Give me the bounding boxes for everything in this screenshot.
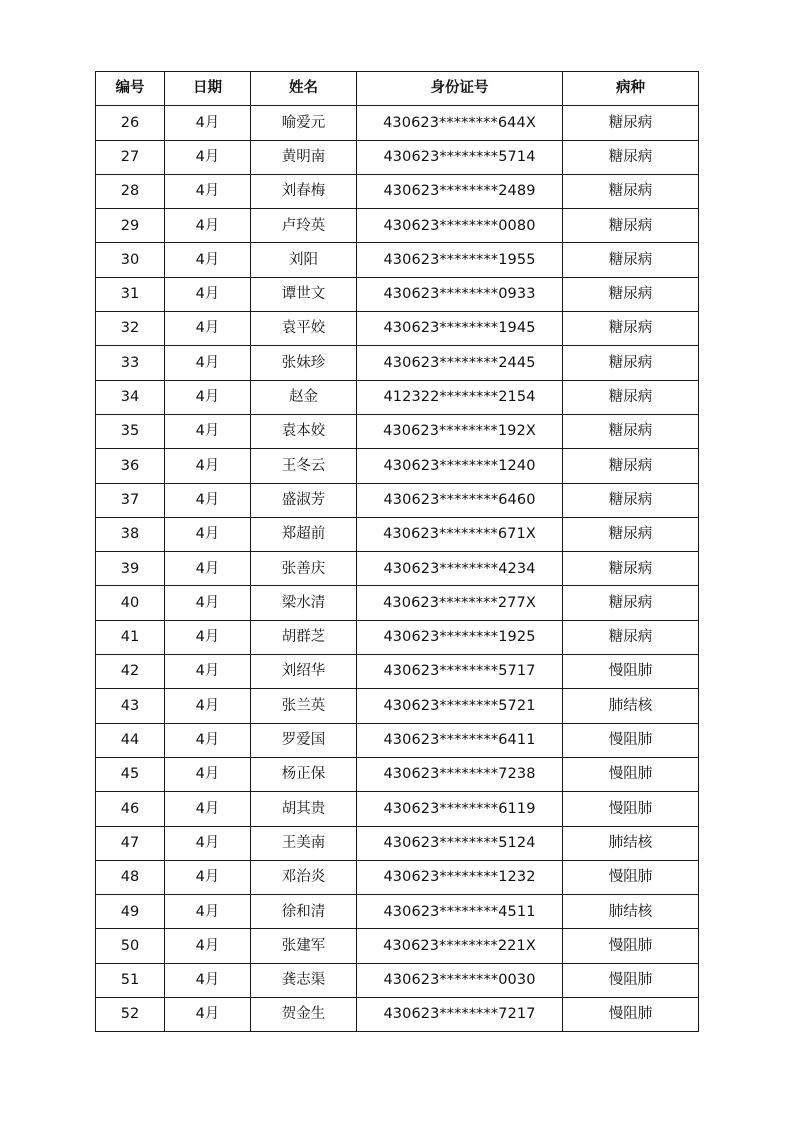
table-row bbox=[96, 414, 699, 448]
table-body bbox=[96, 106, 699, 1032]
cell-name: 刘春梅 bbox=[251, 174, 357, 208]
cell-date: 4月 bbox=[165, 380, 251, 414]
cell-id-number: 430623********1955 bbox=[357, 243, 563, 277]
table-row bbox=[96, 380, 699, 414]
cell-disease: 肺结核 bbox=[563, 826, 699, 860]
cell-id-number: 430623********5721 bbox=[357, 689, 563, 723]
cell-name: 谭世文 bbox=[251, 277, 357, 311]
cell-name: 王美南 bbox=[251, 826, 357, 860]
cell-disease: 慢阻肺 bbox=[563, 723, 699, 757]
cell-number: 51 bbox=[96, 963, 165, 997]
cell-name: 袁本姣 bbox=[251, 414, 357, 448]
cell-id-number: 430623********6460 bbox=[357, 483, 563, 517]
cell-disease: 糖尿病 bbox=[563, 243, 699, 277]
table-row bbox=[96, 517, 699, 551]
cell-name: 贺金生 bbox=[251, 998, 357, 1032]
cell-id-number: 430623********671X bbox=[357, 517, 563, 551]
cell-date: 4月 bbox=[165, 929, 251, 963]
table-row bbox=[96, 552, 699, 586]
cell-name: 喻爱元 bbox=[251, 106, 357, 140]
cell-id-number: 430623********1945 bbox=[357, 312, 563, 346]
cell-id-number: 430623********1925 bbox=[357, 620, 563, 654]
cell-disease: 肺结核 bbox=[563, 689, 699, 723]
header-name: 姓名 bbox=[251, 72, 357, 106]
cell-number: 27 bbox=[96, 140, 165, 174]
cell-date: 4月 bbox=[165, 312, 251, 346]
cell-date: 4月 bbox=[165, 346, 251, 380]
cell-number: 48 bbox=[96, 860, 165, 894]
cell-name: 梁水清 bbox=[251, 586, 357, 620]
cell-number: 46 bbox=[96, 792, 165, 826]
cell-date: 4月 bbox=[165, 586, 251, 620]
cell-name: 张妹珍 bbox=[251, 346, 357, 380]
cell-date: 4月 bbox=[165, 895, 251, 929]
cell-id-number: 430623********192X bbox=[357, 414, 563, 448]
cell-name: 杨正保 bbox=[251, 757, 357, 791]
cell-number: 31 bbox=[96, 277, 165, 311]
header-number: 编号 bbox=[96, 72, 165, 106]
cell-disease: 糖尿病 bbox=[563, 312, 699, 346]
cell-name: 胡其贵 bbox=[251, 792, 357, 826]
cell-id-number: 430623********5717 bbox=[357, 655, 563, 689]
table-row bbox=[96, 895, 699, 929]
cell-date: 4月 bbox=[165, 757, 251, 791]
cell-date: 4月 bbox=[165, 723, 251, 757]
cell-name: 邓治炎 bbox=[251, 860, 357, 894]
cell-number: 34 bbox=[96, 380, 165, 414]
cell-name: 王冬云 bbox=[251, 449, 357, 483]
cell-number: 35 bbox=[96, 414, 165, 448]
table-row bbox=[96, 140, 699, 174]
table-row bbox=[96, 757, 699, 791]
cell-disease: 糖尿病 bbox=[563, 277, 699, 311]
cell-disease: 糖尿病 bbox=[563, 174, 699, 208]
header-id-number: 身份证号 bbox=[357, 72, 563, 106]
cell-name: 刘阳 bbox=[251, 243, 357, 277]
table-row bbox=[96, 312, 699, 346]
cell-date: 4月 bbox=[165, 517, 251, 551]
cell-name: 徐和清 bbox=[251, 895, 357, 929]
cell-disease: 糖尿病 bbox=[563, 586, 699, 620]
cell-date: 4月 bbox=[165, 174, 251, 208]
cell-disease: 糖尿病 bbox=[563, 414, 699, 448]
cell-number: 41 bbox=[96, 620, 165, 654]
cell-date: 4月 bbox=[165, 106, 251, 140]
cell-date: 4月 bbox=[165, 826, 251, 860]
cell-disease: 慢阻肺 bbox=[563, 998, 699, 1032]
cell-disease: 慢阻肺 bbox=[563, 860, 699, 894]
cell-disease: 慢阻肺 bbox=[563, 655, 699, 689]
cell-id-number: 430623********7238 bbox=[357, 757, 563, 791]
cell-name: 袁平姣 bbox=[251, 312, 357, 346]
cell-name: 罗爱国 bbox=[251, 723, 357, 757]
cell-disease: 肺结核 bbox=[563, 895, 699, 929]
cell-name: 赵金 bbox=[251, 380, 357, 414]
cell-number: 39 bbox=[96, 552, 165, 586]
cell-number: 52 bbox=[96, 998, 165, 1032]
cell-number: 32 bbox=[96, 312, 165, 346]
cell-id-number: 430623********277X bbox=[357, 586, 563, 620]
table-row bbox=[96, 929, 699, 963]
table-row bbox=[96, 689, 699, 723]
cell-disease: 糖尿病 bbox=[563, 380, 699, 414]
cell-disease: 糖尿病 bbox=[563, 346, 699, 380]
cell-disease: 糖尿病 bbox=[563, 552, 699, 586]
cell-number: 38 bbox=[96, 517, 165, 551]
cell-id-number: 430623********7217 bbox=[357, 998, 563, 1032]
table-row bbox=[96, 277, 699, 311]
table-row bbox=[96, 483, 699, 517]
cell-date: 4月 bbox=[165, 552, 251, 586]
table-row bbox=[96, 723, 699, 757]
cell-id-number: 430623********221X bbox=[357, 929, 563, 963]
cell-id-number: 430623********6411 bbox=[357, 723, 563, 757]
cell-date: 4月 bbox=[165, 860, 251, 894]
cell-number: 37 bbox=[96, 483, 165, 517]
cell-number: 30 bbox=[96, 243, 165, 277]
cell-id-number: 430623********2445 bbox=[357, 346, 563, 380]
header-disease: 病种 bbox=[563, 72, 699, 106]
cell-number: 49 bbox=[96, 895, 165, 929]
cell-number: 50 bbox=[96, 929, 165, 963]
table-row bbox=[96, 106, 699, 140]
cell-id-number: 430623********0030 bbox=[357, 963, 563, 997]
cell-id-number: 430623********2489 bbox=[357, 174, 563, 208]
cell-disease: 糖尿病 bbox=[563, 209, 699, 243]
cell-id-number: 430623********5124 bbox=[357, 826, 563, 860]
cell-id-number: 430623********4234 bbox=[357, 552, 563, 586]
table-row bbox=[96, 860, 699, 894]
table-row bbox=[96, 243, 699, 277]
cell-number: 26 bbox=[96, 106, 165, 140]
table-row bbox=[96, 449, 699, 483]
cell-number: 45 bbox=[96, 757, 165, 791]
cell-name: 张建军 bbox=[251, 929, 357, 963]
cell-disease: 糖尿病 bbox=[563, 483, 699, 517]
header-row bbox=[96, 72, 699, 106]
cell-date: 4月 bbox=[165, 209, 251, 243]
table-row bbox=[96, 963, 699, 997]
cell-date: 4月 bbox=[165, 449, 251, 483]
table-row bbox=[96, 586, 699, 620]
cell-id-number: 430623********4511 bbox=[357, 895, 563, 929]
cell-disease: 糖尿病 bbox=[563, 449, 699, 483]
cell-name: 黄明南 bbox=[251, 140, 357, 174]
cell-name: 刘绍华 bbox=[251, 655, 357, 689]
cell-id-number: 430623********0933 bbox=[357, 277, 563, 311]
table-row bbox=[96, 209, 699, 243]
cell-disease: 慢阻肺 bbox=[563, 963, 699, 997]
cell-number: 40 bbox=[96, 586, 165, 620]
cell-name: 郑超前 bbox=[251, 517, 357, 551]
cell-number: 33 bbox=[96, 346, 165, 380]
cell-disease: 糖尿病 bbox=[563, 106, 699, 140]
cell-id-number: 430623********644X bbox=[357, 106, 563, 140]
cell-number: 47 bbox=[96, 826, 165, 860]
cell-id-number: 430623********0080 bbox=[357, 209, 563, 243]
cell-disease: 慢阻肺 bbox=[563, 757, 699, 791]
table-row bbox=[96, 346, 699, 380]
cell-id-number: 430623********6119 bbox=[357, 792, 563, 826]
cell-id-number: 412322********2154 bbox=[357, 380, 563, 414]
cell-id-number: 430623********1232 bbox=[357, 860, 563, 894]
cell-date: 4月 bbox=[165, 243, 251, 277]
cell-number: 44 bbox=[96, 723, 165, 757]
cell-id-number: 430623********1240 bbox=[357, 449, 563, 483]
cell-date: 4月 bbox=[165, 998, 251, 1032]
cell-date: 4月 bbox=[165, 277, 251, 311]
cell-disease: 糖尿病 bbox=[563, 140, 699, 174]
cell-date: 4月 bbox=[165, 140, 251, 174]
table-row bbox=[96, 655, 699, 689]
cell-id-number: 430623********5714 bbox=[357, 140, 563, 174]
cell-disease: 慢阻肺 bbox=[563, 792, 699, 826]
cell-disease: 糖尿病 bbox=[563, 517, 699, 551]
cell-date: 4月 bbox=[165, 792, 251, 826]
cell-name: 龚志渠 bbox=[251, 963, 357, 997]
cell-date: 4月 bbox=[165, 620, 251, 654]
cell-name: 卢玲英 bbox=[251, 209, 357, 243]
cell-number: 29 bbox=[96, 209, 165, 243]
cell-number: 28 bbox=[96, 174, 165, 208]
table-header bbox=[96, 72, 699, 106]
cell-number: 43 bbox=[96, 689, 165, 723]
cell-name: 胡群芝 bbox=[251, 620, 357, 654]
cell-number: 42 bbox=[96, 655, 165, 689]
cell-date: 4月 bbox=[165, 655, 251, 689]
patient-records-table bbox=[95, 71, 699, 1032]
table-row bbox=[96, 620, 699, 654]
cell-disease: 慢阻肺 bbox=[563, 929, 699, 963]
table-row bbox=[96, 998, 699, 1032]
cell-disease: 糖尿病 bbox=[563, 620, 699, 654]
header-date: 日期 bbox=[165, 72, 251, 106]
cell-name: 张兰英 bbox=[251, 689, 357, 723]
cell-number: 36 bbox=[96, 449, 165, 483]
table-row bbox=[96, 826, 699, 860]
records-sheet bbox=[95, 71, 699, 1032]
table-row bbox=[96, 792, 699, 826]
cell-date: 4月 bbox=[165, 483, 251, 517]
cell-name: 张善庆 bbox=[251, 552, 357, 586]
cell-name: 盛淑芳 bbox=[251, 483, 357, 517]
cell-date: 4月 bbox=[165, 963, 251, 997]
cell-date: 4月 bbox=[165, 414, 251, 448]
table-row bbox=[96, 174, 699, 208]
cell-date: 4月 bbox=[165, 689, 251, 723]
